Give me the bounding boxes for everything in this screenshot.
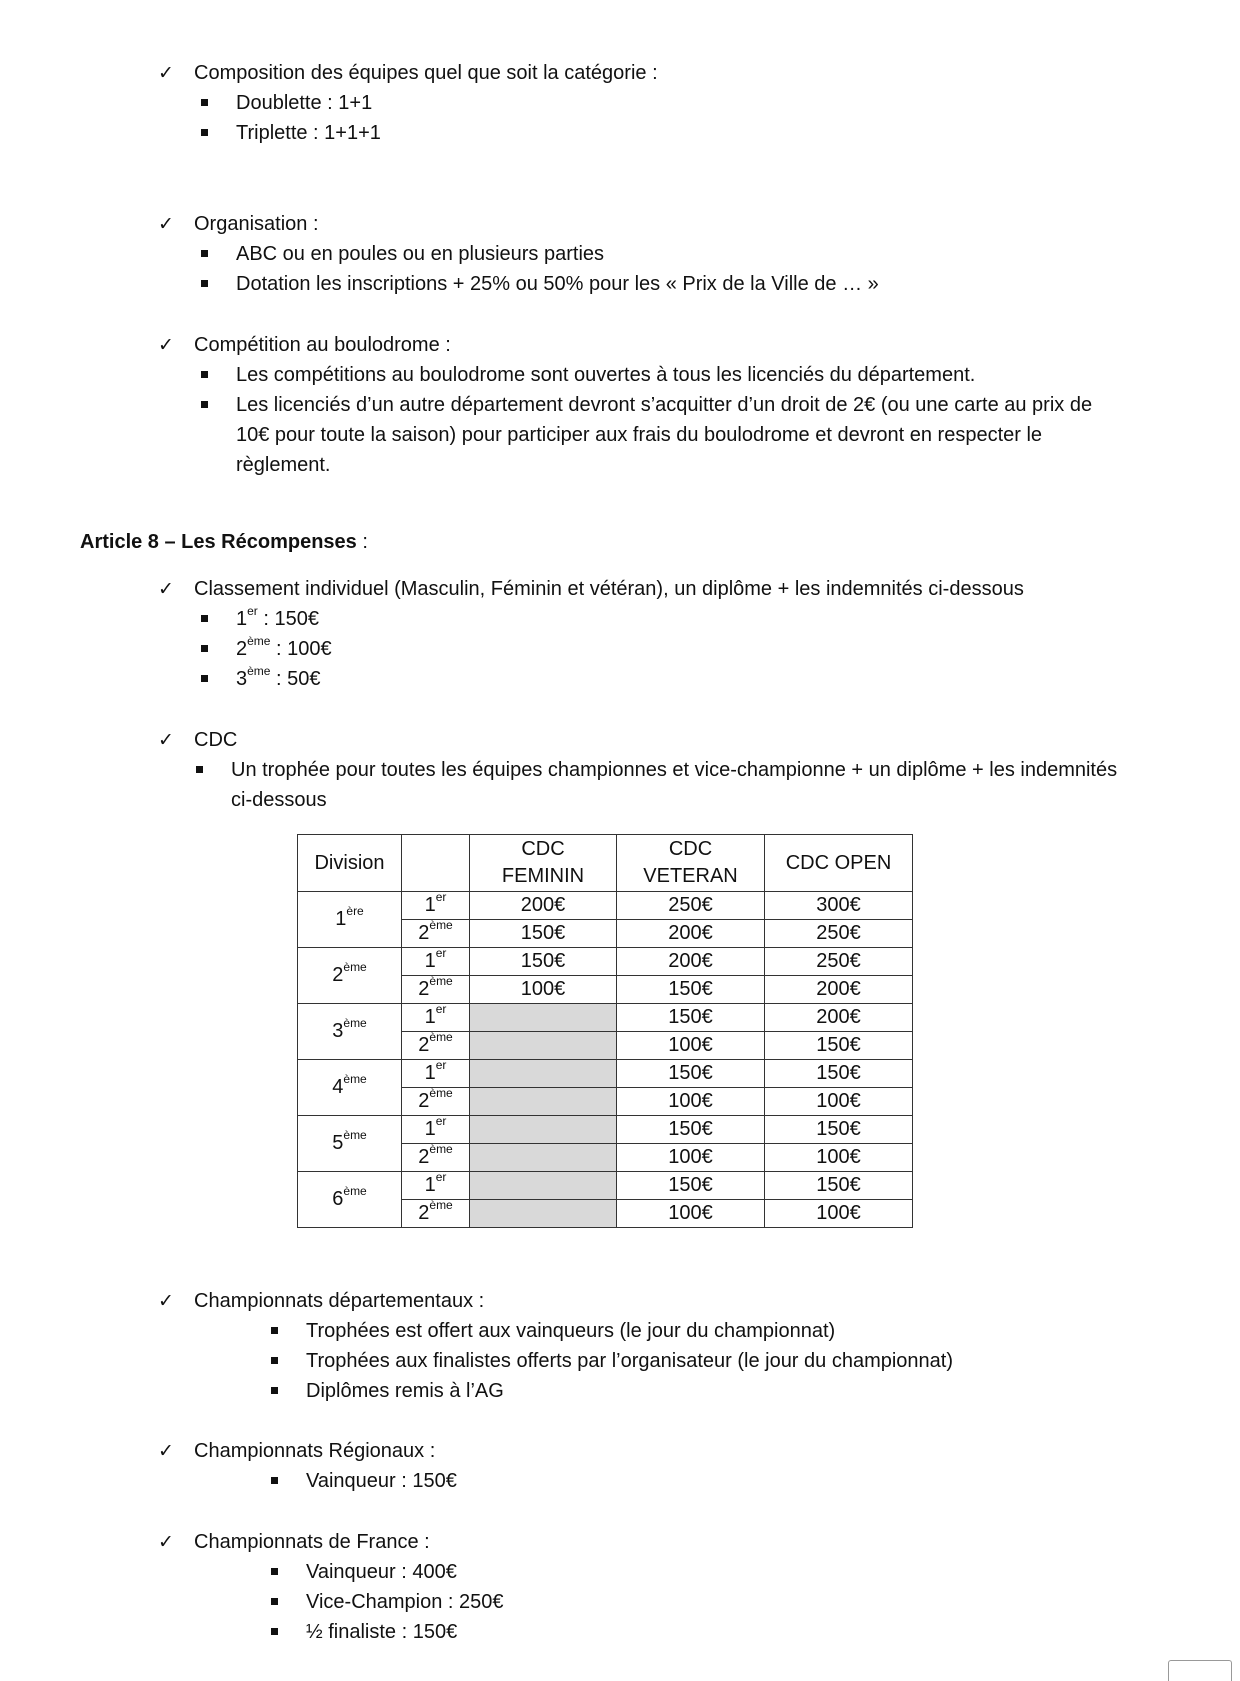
- france-item: Vice-Champion : 250€: [306, 1591, 504, 1613]
- bullet-icon: [201, 615, 208, 622]
- place-cell: [402, 1172, 470, 1200]
- cell-open: 150€: [765, 1060, 913, 1088]
- place-suffix: ème: [429, 1086, 453, 1101]
- organisation-item: ABC ou en poules ou en plusieurs parties: [236, 243, 605, 265]
- individuel-title: Classement individuel (Masculin, Féminin et vétéran), un diplôme + les indemnités ci-dessous: [194, 578, 1024, 600]
- place-number: 2: [418, 1146, 430, 1168]
- cell-open: 250€: [765, 948, 913, 976]
- check-icon: ✓: [158, 1440, 174, 1462]
- place-number: 1: [424, 1174, 436, 1196]
- composition-item: Triplette : 1+1+1: [236, 122, 381, 144]
- prize-rank-suffix: er: [247, 604, 258, 619]
- place-cell: [402, 920, 470, 948]
- cdc-title: CDC: [194, 729, 238, 751]
- individuel-prize: [236, 634, 332, 664]
- header-cdc-veteran: [617, 835, 765, 892]
- header-line: VETERAN: [643, 865, 738, 887]
- table-row: [298, 1172, 913, 1200]
- bullet-icon: [201, 675, 208, 682]
- bullet-icon: [271, 1568, 278, 1575]
- place-cell: [402, 976, 470, 1004]
- cell-open: 300€: [765, 892, 913, 920]
- header-line: CDC: [668, 838, 713, 860]
- division-cell: [298, 1060, 402, 1116]
- cell-feminin: 200€: [470, 892, 617, 920]
- cell-veteran: 150€: [617, 976, 765, 1004]
- place-cell: [402, 1200, 470, 1228]
- bullet-icon: [271, 1628, 278, 1635]
- table-row: [298, 948, 913, 976]
- boulodrome-item-line: règlement.: [236, 454, 331, 476]
- place-cell: [402, 948, 470, 976]
- header-line: FEMININ: [501, 865, 585, 887]
- place-suffix: er: [435, 1114, 447, 1129]
- cdc-item-line: ci-dessous: [231, 789, 327, 811]
- place-suffix: ème: [429, 1142, 453, 1157]
- division-cell: [298, 948, 402, 1004]
- place-cell: [402, 1032, 470, 1060]
- cell-open: 250€: [765, 920, 913, 948]
- france-item: ½ finaliste : 150€: [306, 1621, 458, 1643]
- boulodrome-title: Compétition au boulodrome :: [194, 334, 451, 356]
- division-number: 6: [332, 1188, 344, 1210]
- departementaux-item: Trophées aux finalistes offerts par l’organisateur (le jour du championnat): [306, 1350, 954, 1372]
- cell-feminin: 150€: [470, 948, 617, 976]
- table-body: [298, 892, 913, 1228]
- table-header-row: [298, 835, 913, 892]
- individuel-prize: [236, 664, 321, 694]
- division-suffix: ère: [346, 904, 364, 919]
- cell-veteran: 100€: [617, 1144, 765, 1172]
- check-icon: ✓: [158, 334, 174, 356]
- header-division: Division: [298, 835, 402, 892]
- prize-rank-suffix: ème: [247, 634, 271, 649]
- cdc-indemnity-table: [297, 834, 913, 1228]
- division-cell: [298, 1004, 402, 1060]
- division-cell: [298, 1172, 402, 1228]
- article-8-heading: [80, 527, 368, 557]
- cell-open: 150€: [765, 1172, 913, 1200]
- boulodrome-item-line: Les licenciés d’un autre département devront s’acquitter d’un droit de 2€ (ou une carte au prix de: [236, 394, 1093, 416]
- division-cell: [298, 892, 402, 948]
- cell-open: 150€: [765, 1116, 913, 1144]
- place-number: 1: [424, 950, 436, 972]
- check-icon: ✓: [158, 578, 174, 600]
- table-row: [298, 1060, 913, 1088]
- bullet-icon: [271, 1327, 278, 1334]
- prize-rank: 3: [236, 668, 248, 690]
- cell-feminin: [470, 1200, 617, 1228]
- composition-title: Composition des équipes quel que soit la catégorie :: [194, 62, 658, 84]
- cell-veteran: 150€: [617, 1004, 765, 1032]
- check-icon: ✓: [158, 1531, 174, 1553]
- bullet-icon: [201, 99, 208, 106]
- place-cell: [402, 892, 470, 920]
- cell-open: 200€: [765, 1004, 913, 1032]
- cell-feminin: [470, 1172, 617, 1200]
- cell-open: 150€: [765, 1032, 913, 1060]
- division-suffix: ème: [343, 960, 367, 975]
- bullet-icon: [271, 1477, 278, 1484]
- cell-feminin: [470, 1060, 617, 1088]
- division-number: 1: [335, 908, 347, 930]
- place-suffix: ème: [429, 918, 453, 933]
- place-suffix: er: [435, 946, 447, 961]
- division-number: 3: [332, 1020, 344, 1042]
- place-number: 1: [424, 1062, 436, 1084]
- france-title: Championnats de France :: [194, 1531, 430, 1553]
- cell-veteran: 150€: [617, 1172, 765, 1200]
- france-item: Vainqueur : 400€: [306, 1561, 457, 1583]
- cell-feminin: 150€: [470, 920, 617, 948]
- check-icon: ✓: [158, 729, 174, 751]
- check-icon: ✓: [158, 62, 174, 84]
- cell-veteran: 100€: [617, 1032, 765, 1060]
- bullet-icon: [201, 371, 208, 378]
- bullet-icon: [201, 129, 208, 136]
- composition-item: Doublette : 1+1: [236, 92, 373, 114]
- place-number: 2: [418, 1034, 430, 1056]
- place-suffix: ème: [429, 1030, 453, 1045]
- cell-veteran: 200€: [617, 948, 765, 976]
- page-number-box: [1168, 1660, 1232, 1681]
- boulodrome-item: Les compétitions au boulodrome sont ouvertes à tous les licenciés du département.: [236, 364, 976, 386]
- bullet-icon: [271, 1598, 278, 1605]
- division-suffix: ème: [343, 1072, 367, 1087]
- article-8-suffix: :: [356, 531, 368, 553]
- cell-open: 100€: [765, 1088, 913, 1116]
- place-number: 2: [418, 1202, 430, 1224]
- prize-amount: : 150€: [257, 608, 319, 630]
- regionaux-item: Vainqueur : 150€: [306, 1470, 457, 1492]
- place-cell: [402, 1004, 470, 1032]
- table-row: [298, 1116, 913, 1144]
- bullet-icon: [201, 645, 208, 652]
- departementaux-title: Championnats départementaux :: [194, 1290, 485, 1312]
- cell-feminin: [470, 1032, 617, 1060]
- prize-amount: : 100€: [270, 638, 332, 660]
- table-row: [298, 892, 913, 920]
- division-suffix: ème: [343, 1184, 367, 1199]
- prize-rank: 1: [236, 608, 248, 630]
- bullet-icon: [271, 1387, 278, 1394]
- cell-veteran: 150€: [617, 1060, 765, 1088]
- cell-veteran: 250€: [617, 892, 765, 920]
- bullet-icon: [201, 401, 208, 408]
- place-number: 2: [418, 922, 430, 944]
- cell-veteran: 100€: [617, 1200, 765, 1228]
- division-suffix: ème: [343, 1016, 367, 1031]
- prize-amount: : 50€: [270, 668, 321, 690]
- place-cell: [402, 1116, 470, 1144]
- division-cell: [298, 1116, 402, 1172]
- place-number: 2: [418, 1090, 430, 1112]
- place-number: 1: [424, 1006, 436, 1028]
- place-number: 1: [424, 894, 436, 916]
- cdc-item-line: Un trophée pour toutes les équipes championnes et vice-championne + un diplôme + les indemnités: [231, 759, 1118, 781]
- cell-open: 200€: [765, 976, 913, 1004]
- cell-veteran: 100€: [617, 1088, 765, 1116]
- article-8-title: Article 8 – Les Récompenses: [80, 531, 357, 553]
- organisation-title: Organisation :: [194, 213, 319, 235]
- division-number: 4: [332, 1076, 344, 1098]
- prize-rank: 2: [236, 638, 248, 660]
- boulodrome-item-line: 10€ pour toute la saison) pour participer aux frais du boulodrome et devront en respecter le: [236, 424, 1043, 446]
- place-suffix: er: [435, 890, 447, 905]
- division-number: 5: [332, 1132, 344, 1154]
- bullet-icon: [201, 280, 208, 287]
- place-cell: [402, 1088, 470, 1116]
- departementaux-item: Diplômes remis à l’AG: [306, 1380, 504, 1402]
- cell-feminin: [470, 1088, 617, 1116]
- cell-open: 100€: [765, 1144, 913, 1172]
- place-number: 2: [418, 978, 430, 1000]
- place-cell: [402, 1144, 470, 1172]
- place-suffix: er: [435, 1058, 447, 1073]
- individuel-prize: [236, 604, 319, 634]
- header-cdc-feminin: [470, 835, 617, 892]
- bullet-icon: [201, 250, 208, 257]
- check-icon: ✓: [158, 213, 174, 235]
- place-suffix: ème: [429, 1198, 453, 1213]
- place-cell: [402, 1060, 470, 1088]
- cell-feminin: 100€: [470, 976, 617, 1004]
- place-suffix: ème: [429, 974, 453, 989]
- header-line: CDC: [521, 838, 565, 860]
- division-suffix: ème: [343, 1128, 367, 1143]
- place-suffix: er: [435, 1170, 447, 1185]
- cell-veteran: 150€: [617, 1116, 765, 1144]
- cell-feminin: [470, 1116, 617, 1144]
- header-place: [402, 835, 470, 892]
- departementaux-item: Trophées est offert aux vainqueurs (le jour du championnat): [306, 1320, 836, 1342]
- check-icon: ✓: [158, 1290, 174, 1312]
- cell-feminin: [470, 1004, 617, 1032]
- cell-open: 100€: [765, 1200, 913, 1228]
- table-row: [298, 1004, 913, 1032]
- regionaux-title: Championnats Régionaux :: [194, 1440, 436, 1462]
- cell-veteran: 200€: [617, 920, 765, 948]
- bullet-icon: [196, 766, 203, 773]
- cell-feminin: [470, 1144, 617, 1172]
- prize-rank-suffix: ème: [247, 664, 271, 679]
- organisation-item: Dotation les inscriptions + 25% ou 50% pour les « Prix de la Ville de … »: [236, 273, 879, 295]
- division-number: 2: [332, 964, 344, 986]
- place-suffix: er: [435, 1002, 447, 1017]
- bullet-icon: [271, 1357, 278, 1364]
- header-cdc-open: CDC OPEN: [765, 835, 913, 892]
- place-number: 1: [424, 1118, 436, 1140]
